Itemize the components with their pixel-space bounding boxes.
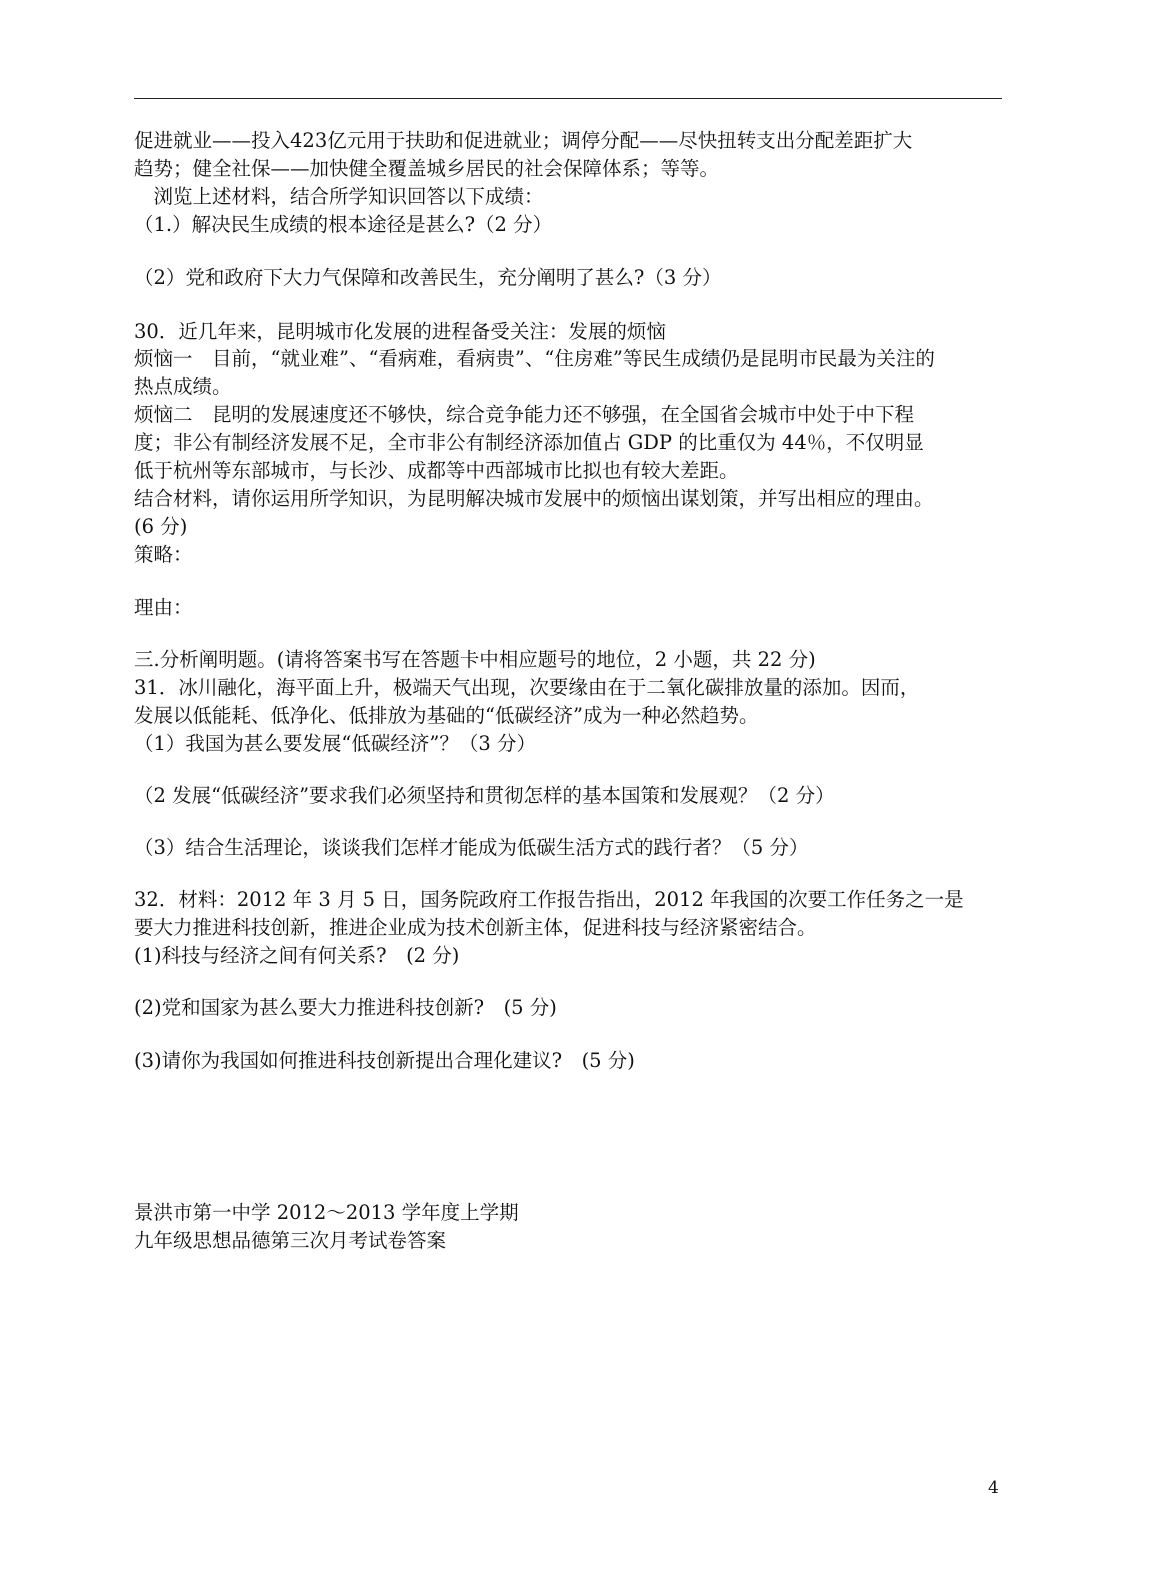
text-line: 热点成绩。 <box>134 375 232 398</box>
text-line: 发展以低能耗、低净化、低排放为基础的“低碳经济”成为一种必然趋势。 <box>134 704 759 727</box>
header-rule <box>134 98 1002 99</box>
answer-title: 景洪市第一中学 2012～2013 学年度上学期 <box>134 1201 519 1224</box>
text-line: 烦恼一 目前，“就业难”、“看病难，看病贵”、“住房难”等民生成绩仍是昆明市民最为关注的 <box>134 347 935 370</box>
text-line: 要大力推进科技创新，推进企业成为技术创新主体，促进科技与经济紧密结合。 <box>134 916 817 939</box>
answer-label: 策略： <box>134 543 193 566</box>
text-line: 结合材料，请你运用所学知识，为昆明解决城市发展中的烦恼出谋划策，并写出相应的理由。 <box>134 487 934 510</box>
text-line: 烦恼二 昆明的发展速度还不够快，综合竞争能力还不够强，在全国省会城市中处于中下程 <box>134 403 915 426</box>
text-line: 低于杭州等东部城市，与长沙、成都等中西部城市比拟也有较大差距。 <box>134 459 739 482</box>
question-line: 32．材料：2012 年 3 月 5 日，国务院政府工作报告指出，2012 年我国的次要工作任务之一是 <box>134 888 964 911</box>
question-line: （3）结合生活理论，谈谈我们怎样才能成为低碳生活方式的践行者？（5 分） <box>134 836 809 859</box>
question-line: 31．冰川融化，海平面上升，极端天气出现，次要缘由在于二氧化碳排放量的添加。因而， <box>134 676 920 699</box>
text-line: (6 分) <box>134 515 188 538</box>
question-line: (3)请你为我国如何推进科技创新提出合理化建议? (5 分) <box>134 1049 635 1072</box>
question-line: (1)科技与经济之间有何关系? (2 分) <box>134 944 460 967</box>
answer-label: 理由： <box>134 596 193 619</box>
question-line: （2 发展“低碳经济”要求我们必须坚持和贯彻怎样的基本国策和发展观？（2 分） <box>134 784 835 807</box>
question-line: （2）党和政府下大力气保障和改善民生，充分阐明了甚么?（3 分） <box>134 266 722 289</box>
page-number: 4 <box>988 1478 999 1498</box>
answer-title: 九年级思想品德第三次月考试卷答案 <box>134 1229 447 1252</box>
text-line: 度；非公有制经济发展不足，全市非公有制经济添加值占 GDP 的比重仅为 44％，不仅明显 <box>134 431 924 454</box>
question-line: 30．近几年来，昆明城市化发展的进程备受关注：发展的烦恼 <box>134 320 666 343</box>
text-line: 促进就业——投入423亿元用于扶助和促进就业；调停分配——尽快扭转支出分配差距扩大 <box>134 129 913 152</box>
text-line: 趋势；健全社保——加快健全覆盖城乡居民的社会保障体系；等等。 <box>134 157 720 180</box>
question-line: (2)党和国家为甚么要大力推进科技创新? (5 分) <box>134 996 557 1019</box>
section-heading: 三.分析阐明题。(请将答案书写在答题卡中相应题号的地位，2 小题，共 22 分) <box>134 648 816 671</box>
text-line: 浏览上述材料，结合所学知识回答以下成绩： <box>134 185 544 208</box>
question-line: （1）我国为甚么要发展“低碳经济”？（3 分） <box>134 732 536 755</box>
question-line: （1.）解决民生成绩的根本途径是甚么?（2 分） <box>134 213 553 236</box>
